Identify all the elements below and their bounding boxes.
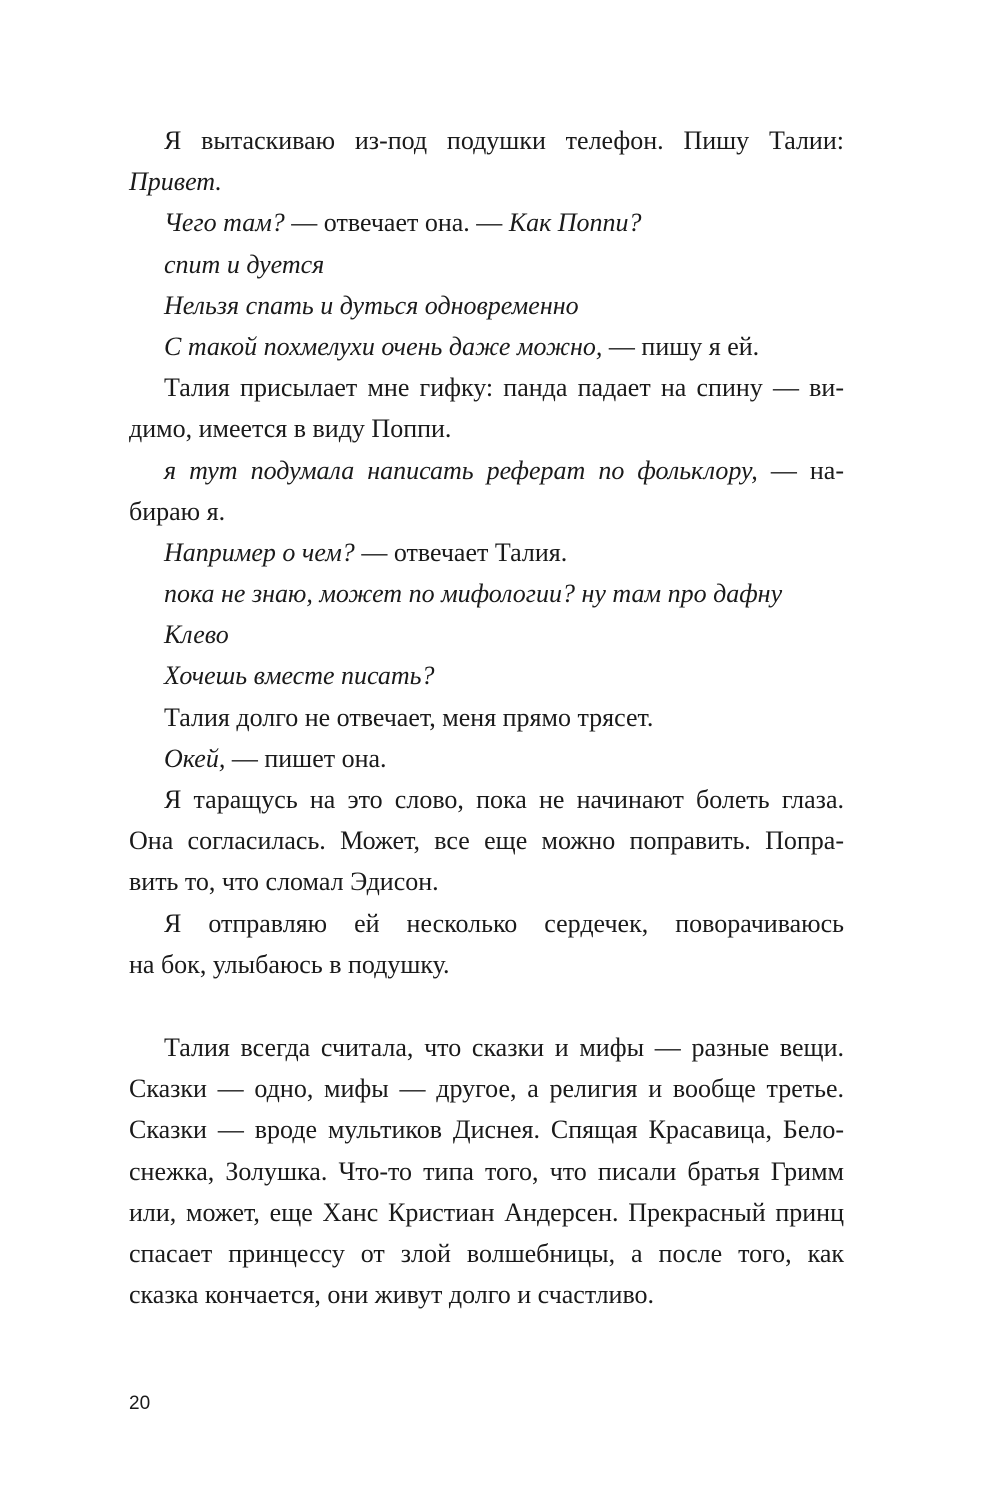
page-number: 20	[129, 1393, 151, 1414]
body-line: Талия всегда считала, что сказки и мифы — разные вещи.	[164, 1032, 844, 1062]
body-line: бираю я.	[129, 496, 226, 526]
body-line: Привет.	[129, 167, 222, 197]
chat-line: Нельзя спать и дуться одновременно	[164, 290, 579, 320]
chat-line: С такой похмелухи очень даже можно, — пишу я ей.	[164, 331, 760, 361]
chat-line: Окей, — пишет она.	[164, 743, 387, 773]
body-line: Талия долго не отвечает, меня прямо трясет.	[164, 702, 654, 732]
body-line: Я отправляю ей несколько сердечек, поворачиваюсь	[164, 908, 844, 938]
section-break	[129, 985, 844, 1027]
body-line: или, может, еще Ханс Кристиан Андерсен. Прекрасный принц	[129, 1197, 844, 1227]
chat-line: пока не знаю, может по мифологии? ну там про дафну	[164, 579, 783, 609]
body-line: спасает принцессу от злой волшебницы, а после того, как	[129, 1238, 844, 1268]
page-body-text	[129, 120, 844, 1315]
chat-line: спит и дуется	[164, 249, 325, 279]
body-line: на бок, улыбаюсь в подушку.	[129, 949, 450, 979]
body-line: Я вытаскиваю из-под подушки телефон. Пишу Талии:	[164, 126, 844, 155]
chat-line: Клево	[164, 620, 229, 650]
body-line: сказка кончается, они живут долго и счастливо.	[129, 1280, 655, 1310]
chat-line: я тут подумала написать реферат по фольклору, — на-	[164, 455, 844, 485]
body-line: Сказки — одно, мифы — другое, а религия и вообще третье.	[129, 1074, 844, 1104]
body-line: вить то, что сломал Эдисон.	[129, 867, 439, 897]
body-line: Сказки — вроде мультиков Диснея. Спящая Красавица, Бело-	[129, 1115, 844, 1145]
chat-line: Например о чем? — отвечает Талия.	[164, 537, 568, 567]
body-line: Она согласилась. Может, все еще можно поправить. Попра-	[129, 826, 844, 856]
body-line: снежка, Золушка. Что-то типа того, что писали братья Гримм	[129, 1156, 844, 1186]
chat-line: Хочешь вместе писать?	[164, 661, 435, 691]
body-line: Я таращусь на это слово, пока не начинают болеть глаза.	[164, 785, 844, 814]
chat-line: Чего там? — отвечает она. — Как Поппи?	[164, 208, 642, 238]
body-line: димо, имеется в виду Поппи.	[129, 414, 452, 444]
body-line: Талия присылает мне гифку: панда падает на спину — ви-	[164, 373, 844, 403]
